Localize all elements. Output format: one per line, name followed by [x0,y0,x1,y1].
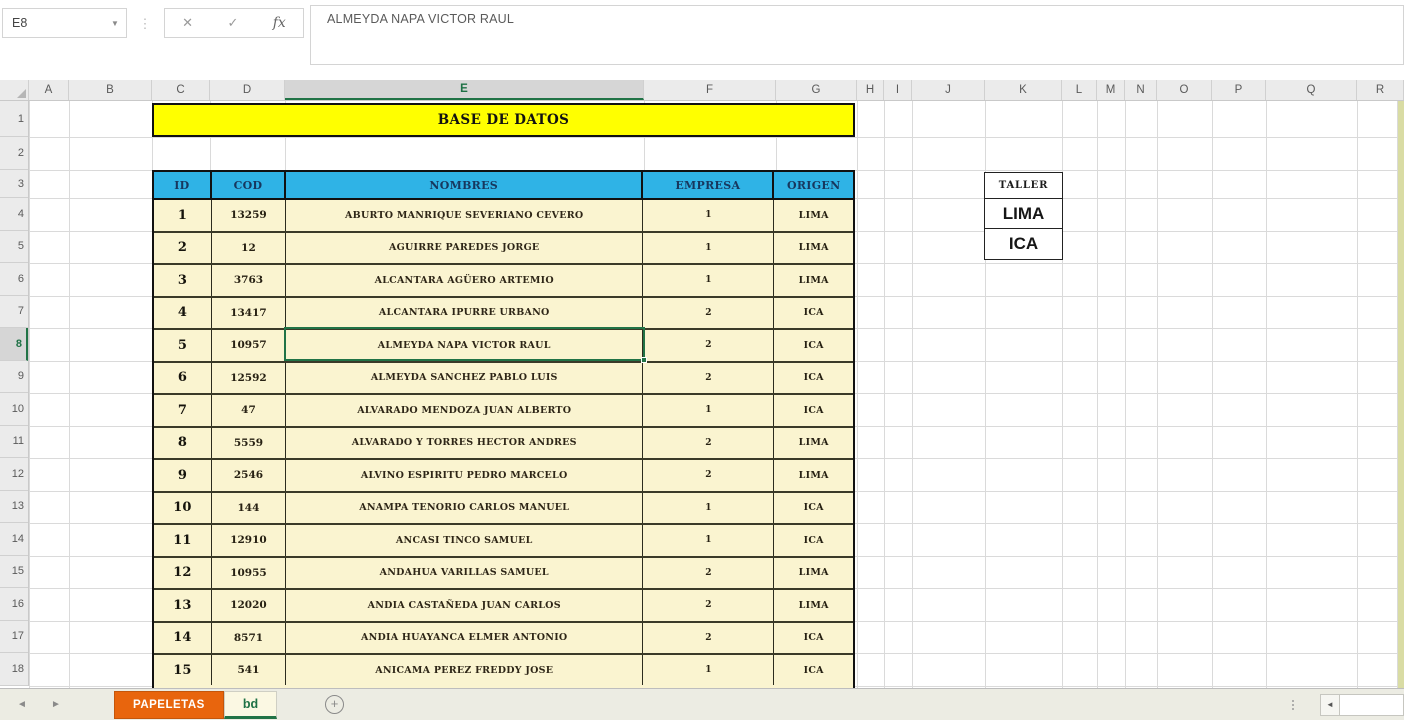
column-header-E[interactable]: E [285,80,644,100]
table-row [154,460,853,493]
cancel-icon[interactable]: ✕ [182,15,194,30]
column-header-R[interactable]: R [1357,80,1404,100]
taller-box [984,172,1063,260]
cell-empresa[interactable]: 1 [643,233,774,264]
cell-nombre[interactable]: ALVARADO Y TORRES HECTOR ANDRES [286,428,643,459]
row-header-7[interactable]: 7 [0,296,28,329]
table-row [154,395,853,428]
row-header-8[interactable]: 8 [0,328,28,361]
cell-id[interactable]: 11 [154,525,212,556]
gridline [29,101,30,688]
cell-id[interactable]: 5 [154,330,212,361]
table-row [154,655,853,688]
taller-items [985,199,1062,259]
table-header-nombres: NOMBRES [286,172,643,198]
cell-empresa[interactable]: 2 [643,460,774,491]
cell-id[interactable]: 14 [154,623,212,654]
row-header-10[interactable]: 10 [0,393,28,426]
sheet-tab-papeletas[interactable]: PAPELETAS [114,691,224,719]
cell-cod[interactable]: 8571 [212,623,287,654]
insert-function-icon[interactable]: fx [272,15,286,31]
gridline [1266,101,1267,688]
table-row [154,428,853,461]
table-row [154,363,853,396]
cell-id[interactable]: 15 [154,655,212,686]
column-header-P[interactable]: P [1212,80,1266,100]
cell-empresa[interactable]: 1 [643,655,774,686]
formula-text[interactable]: ALMEYDA NAPA VICTOR RAUL [327,12,515,26]
cell-nombre[interactable]: ANICAMA PEREZ FREDDY JOSE [286,655,643,686]
cell-cod[interactable]: 10955 [212,558,287,589]
row-header-2[interactable]: 2 [0,137,28,170]
table-body [154,200,853,688]
table-row [154,298,853,331]
gridline [884,101,885,688]
cell-id[interactable]: 13 [154,590,212,621]
column-header-Q[interactable]: Q [1266,80,1357,100]
row-header-18[interactable]: 18 [0,653,28,686]
cell-id[interactable]: 3 [154,265,212,296]
cell-cod[interactable]: 144 [212,493,287,524]
column-headers [0,80,1404,101]
formula-buttons [164,8,304,38]
gridline [1125,101,1126,688]
cell-nombre[interactable]: ANDIA CASTAÑEDA JUAN CARLOS [286,590,643,621]
cell-cod[interactable]: 12020 [212,590,287,621]
cell-origen[interactable]: ICA [803,307,824,319]
cell-nombre[interactable]: ALCANTARA AGÜERO ARTEMIO [286,265,643,296]
cell-cod[interactable]: 541 [212,655,287,686]
sheet-tabs [114,691,277,719]
cell-cod[interactable]: 5559 [212,428,287,459]
cell-nombre[interactable]: AGUIRRE PAREDES JORGE [286,233,643,264]
column-header-D[interactable]: D [210,80,285,100]
sheet-nav-left-icon[interactable]: ◄ [17,699,27,710]
sheet-title-cell[interactable]: BASE DE DATOS [152,103,855,137]
taller-header: TALLER [985,173,1062,199]
database-table [152,170,855,688]
cell-origen[interactable]: ICA [803,534,824,546]
cell-cod[interactable]: 12 [212,233,287,264]
cell-nombre[interactable]: ANCASI TINCO SAMUEL [286,525,643,556]
cell-empresa[interactable]: 1 [643,200,774,231]
right-edge-strip [1398,80,1404,688]
column-header-G[interactable]: G [776,80,857,100]
cell-origen[interactable]: LIMA [798,567,829,579]
row-header-12[interactable]: 12 [0,458,28,491]
row-header-4[interactable]: 4 [0,198,28,231]
cell-cod[interactable]: 3763 [212,265,287,296]
cell-nombre[interactable]: ANAMPA TENORIO CARLOS MANUEL [286,493,643,524]
name-box-value[interactable]: E8 [12,16,28,30]
active-cell-selection[interactable] [284,327,645,361]
row-header-14[interactable]: 14 [0,523,28,556]
table-header-origen: ORIGEN [786,178,841,192]
table-header-row [154,172,853,200]
row-header-15[interactable]: 15 [0,556,28,589]
formula-input[interactable] [310,5,1404,65]
cell-nombre[interactable]: ALMEYDA NAPA VICTOR RAUL [286,330,643,361]
tabbar-right-controls [1292,689,1404,720]
cell-cod[interactable]: 12592 [212,363,287,394]
column-header-A[interactable]: A [29,80,69,100]
row-header-6[interactable]: 6 [0,263,28,296]
gridline [1212,101,1213,688]
row-header-3[interactable]: 3 [0,170,28,198]
table-row [154,590,853,623]
hscroll-thumb[interactable] [1340,694,1404,716]
sheet-tab-bd[interactable]: bd [224,691,277,719]
column-header-M[interactable]: M [1097,80,1125,100]
name-box[interactable] [2,8,127,38]
column-header-C[interactable]: C [152,80,210,100]
cell-nombre[interactable]: ALVINO ESPIRITU PEDRO MARCELO [286,460,643,491]
name-box-dropdown-icon[interactable]: ▼ [111,18,119,28]
column-header-K[interactable]: K [985,80,1062,100]
column-header-N[interactable]: N [1125,80,1157,100]
select-all-corner[interactable] [0,80,29,100]
cell-cod[interactable]: 13259 [212,200,287,231]
cell-empresa[interactable]: 2 [643,298,774,329]
cell-id[interactable]: 4 [154,298,212,329]
cell-id[interactable]: 12 [154,558,212,589]
cell-id[interactable]: 8 [154,428,212,459]
cell-empresa[interactable]: 2 [643,558,774,589]
cell-cod[interactable]: 12910 [212,525,287,556]
table-header-id: ID [154,172,212,198]
cell-id[interactable]: 2 [154,233,212,264]
cell-empresa[interactable]: 2 [643,428,774,459]
table-row [154,525,853,558]
cell-cod[interactable]: 10957 [212,330,287,361]
cell-nombre[interactable]: ABURTO MANRIQUE SEVERIANO CEVERO [286,200,643,231]
table-header-empresa: EMPRESA [643,172,774,198]
table-row [154,233,853,266]
sheet-nav-right-icon[interactable]: ► [51,699,61,710]
cell-nombre[interactable]: ANDAHUA VARILLAS SAMUEL [286,558,643,589]
formula-bar-area [0,0,1404,80]
cell-empresa[interactable]: 1 [643,525,774,556]
row-header-1[interactable]: 1 [0,101,28,137]
table-row [154,623,853,656]
cell-empresa[interactable]: 2 [643,330,774,361]
column-header-F[interactable]: F [644,80,776,100]
gridline [69,101,70,688]
table-row [154,558,853,591]
cell-nombre[interactable]: ALMEYDA SANCHEZ PABLO LUIS [286,363,643,394]
cell-origen[interactable]: ICA [803,632,824,644]
cell-id[interactable]: 9 [154,460,212,491]
hscroll-left-icon[interactable]: ◄ [1320,694,1340,716]
cell-nombre[interactable]: ALCANTARA IPURRE URBANO [286,298,643,329]
cell-empresa[interactable]: 1 [643,395,774,426]
cell-cod[interactable]: 13417 [212,298,287,329]
table-row [154,493,853,526]
gridline [1157,101,1158,688]
column-header-I[interactable]: I [884,80,912,100]
fill-handle[interactable] [641,357,647,363]
cell-origen[interactable]: ICA [803,664,824,676]
gridline [912,101,913,688]
cell-empresa[interactable]: 2 [643,623,774,654]
formula-bar-divider-dots: ⋮ [138,16,152,31]
cell-origen[interactable]: LIMA [798,437,829,449]
cell-empresa[interactable]: 2 [643,590,774,621]
column-header-O[interactable]: O [1157,80,1212,100]
cell-origen[interactable]: ICA [803,502,824,514]
gridline [857,101,858,688]
table-row [154,200,853,233]
gridline [1357,101,1358,688]
row-header-11[interactable]: 11 [0,426,28,459]
cell-empresa[interactable]: 1 [643,493,774,524]
cell-origen[interactable]: ICA [803,404,824,416]
cell-origen[interactable]: ICA [803,339,824,351]
cell-origen[interactable]: LIMA [798,209,829,221]
cell-id[interactable]: 1 [154,200,212,231]
table-header-cod: COD [212,172,287,198]
table-row [154,265,853,298]
cell-origen[interactable]: LIMA [798,469,829,481]
cell-id[interactable]: 10 [154,493,212,524]
gridline [29,137,1398,138]
row-header-9[interactable]: 9 [0,361,28,394]
cell-origen[interactable]: ICA [803,372,824,384]
column-header-J[interactable]: J [912,80,985,100]
cell-nombre[interactable]: ANDIA HUAYANCA ELMER ANTONIO [286,623,643,654]
row-headers [0,101,29,686]
taller-item-lima[interactable]: LIMA [985,199,1062,229]
row-header-16[interactable]: 16 [0,588,28,621]
sheet-tab-bar [0,688,1404,720]
cell-cod[interactable]: 47 [212,395,287,426]
cell-empresa[interactable]: 1 [643,265,774,296]
cell-cod[interactable]: 2546 [212,460,287,491]
cell-origen[interactable]: LIMA [798,599,829,611]
cell-id[interactable]: 6 [154,363,212,394]
row-header-5[interactable]: 5 [0,231,28,264]
cell-origen[interactable]: LIMA [798,274,829,286]
row-header-13[interactable]: 13 [0,491,28,524]
cell-origen[interactable]: LIMA [798,242,829,254]
tabbar-resize-dots[interactable] [1292,700,1294,710]
cell-nombre[interactable]: ALVARADO MENDOZA JUAN ALBERTO [286,395,643,426]
gridline [1097,101,1098,688]
column-header-H[interactable]: H [857,80,884,100]
row-header-17[interactable]: 17 [0,621,28,654]
column-header-B[interactable]: B [69,80,152,100]
new-sheet-button[interactable]: + [325,695,344,714]
taller-item-ica[interactable]: ICA [1008,234,1039,253]
column-header-L[interactable]: L [1062,80,1097,100]
cell-id[interactable]: 7 [154,395,212,426]
confirm-icon[interactable]: ✓ [227,15,239,30]
cell-empresa[interactable]: 2 [643,363,774,394]
